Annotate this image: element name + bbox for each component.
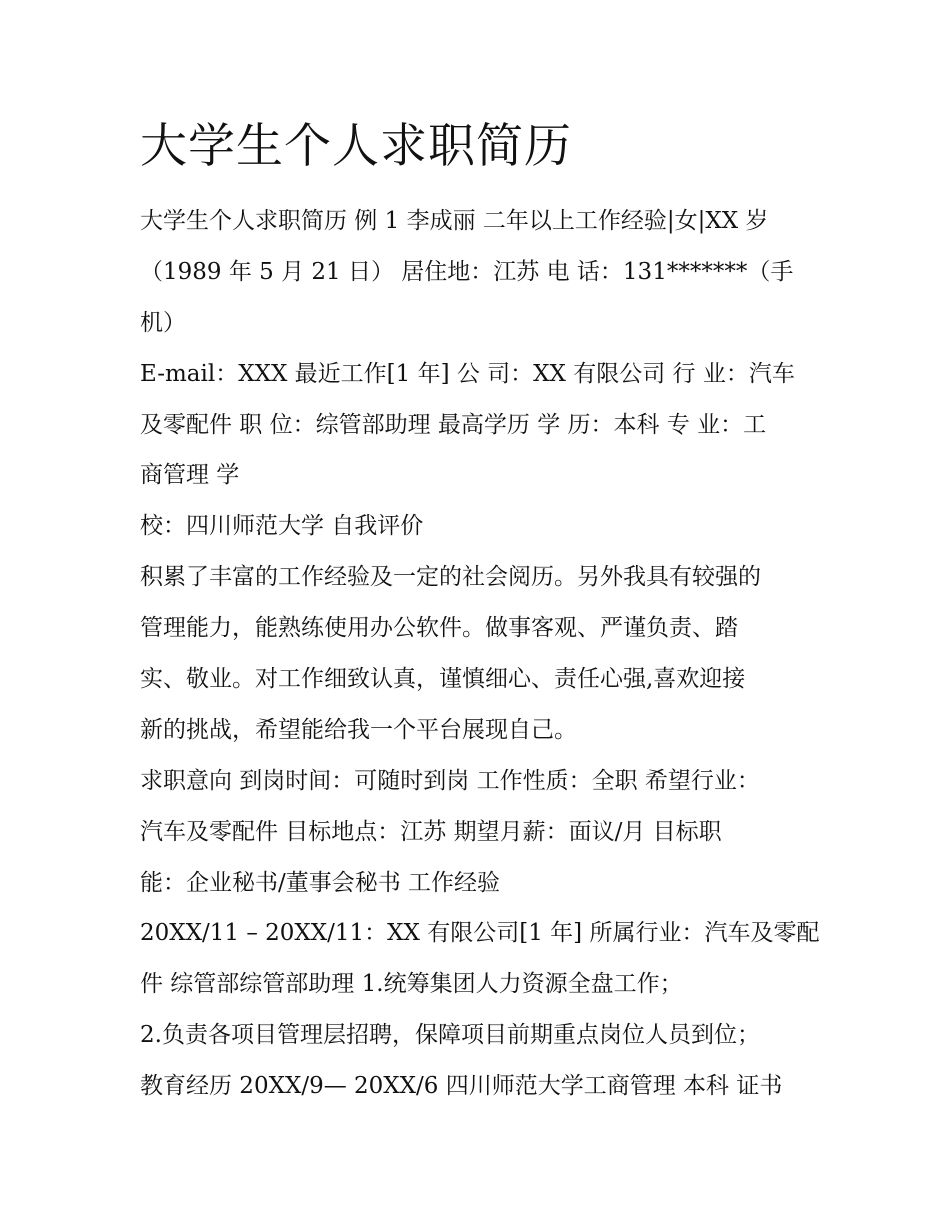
body-line-13: 汽车及零配件 目标地点：江苏 期望月薪：面议/月 目标职 xyxy=(140,819,722,845)
body-line-3: 机） xyxy=(140,310,186,336)
body-line-12: 求职意向 到岗时间：可随时到岗 工作性质：全职 希望行业： xyxy=(140,768,760,794)
body-line-6: 商管理 学 xyxy=(140,462,240,488)
body-line-10: 实、敬业。对工作细致认真，谨慎细心、责任心强,喜欢迎接 xyxy=(140,666,746,692)
body-line-7: 校：四川师范大学 自我评价 xyxy=(140,513,424,539)
body-line-17: 2.负责各项目管理层招聘，保障项目前期重点岗位人员到位； xyxy=(140,1022,760,1048)
body-line-5: 及零配件 职 位：综管部助理 最高学历 学 历：本科 专 业：工 xyxy=(140,412,767,438)
body-line-4: E-mail：XXX 最近工作[1 年] 公 司：XX 有限公司 行 业：汽车 xyxy=(140,361,795,387)
body-line-2: （1989 年 5 月 21 日） 居住地：江苏 电 话：131*******（手 xyxy=(140,259,794,285)
body-line-16: 件 综管部综管部助理 1.统筹集团人力资源全盘工作； xyxy=(140,971,683,997)
body-line-15: 20XX/11 – 20XX/11：XX 有限公司[1 年] 所属行业：汽车及零配 xyxy=(140,920,820,946)
body-line-9: 管理能力，能熟练使用办公软件。做事客观、严谨负责、踏 xyxy=(140,615,738,641)
body-line-8: 积累了丰富的工作经验及一定的社会阅历。另外我具有较强的 xyxy=(140,564,761,590)
body-line-11: 新的挑战，希望能给我一个平台展现自己。 xyxy=(140,717,577,743)
body-line-1: 大学生个人求职简历 例 1 李成丽 二年以上工作经验|女|XX 岁 xyxy=(140,208,769,234)
body-line-14: 能：企业秘书/董事会秘书 工作经验 xyxy=(140,870,501,896)
document-title: 大学生个人求职简历 xyxy=(140,119,572,174)
body-line-18: 教育经历 20XX/9— 20XX/6 四川师范大学工商管理 本科 证书 xyxy=(140,1073,783,1099)
